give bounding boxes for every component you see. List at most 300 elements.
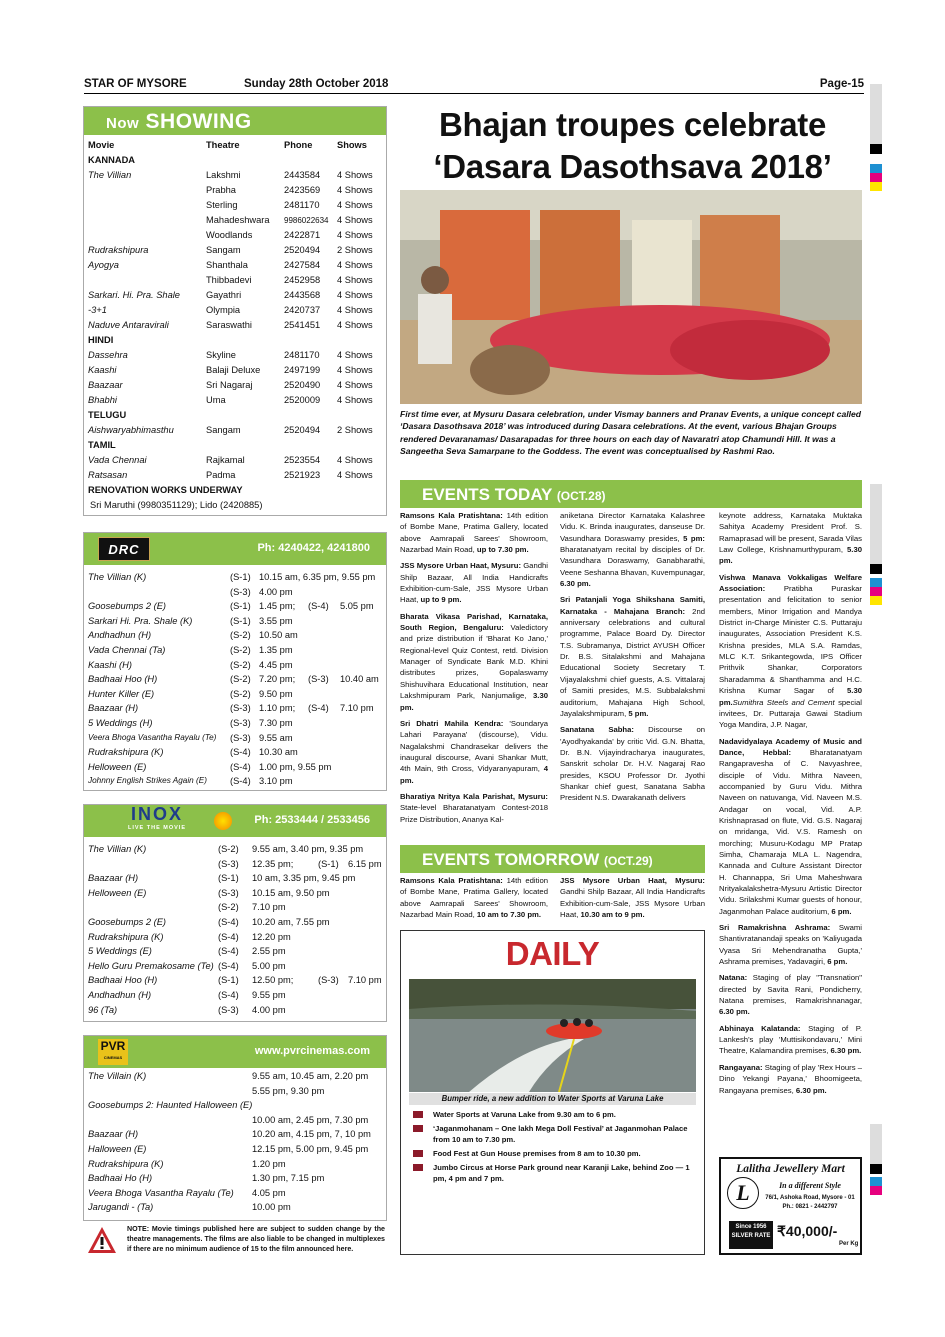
section-label: RENOVATION WORKS UNDERWAY <box>88 485 243 495</box>
drc-schedule <box>84 570 386 789</box>
schedule-row <box>84 871 386 886</box>
movie-name: Ayogya <box>88 260 119 270</box>
movie-name: Rudrakshipura (K) <box>88 931 164 942</box>
event-time: up to 7.30 pm. <box>476 545 529 555</box>
screen-label: (S-4) <box>230 776 251 787</box>
column-header: Theatre <box>206 140 240 150</box>
table-row <box>84 303 386 318</box>
event-org: Nadavidyalaya Academy of Music and Dance, Hebbal: <box>719 736 862 757</box>
screen-label: (S-1) <box>230 601 251 612</box>
pvr-logo-text: PVR <box>100 1039 126 1053</box>
movie-name: Helloween (E) <box>88 761 147 772</box>
show-times: 4.00 pm <box>252 1004 286 1015</box>
phone-number: 2520494 <box>284 425 321 435</box>
show-times: 1.30 pm, 7.15 pm <box>252 1173 325 1184</box>
screen-label: (S-2) <box>218 844 239 854</box>
paper-name: STAR OF MYSORE <box>84 78 187 90</box>
movie-name: Kaashi <box>88 365 117 375</box>
event-org: JSS Mysore Urban Haat, Mysuru: <box>560 876 705 885</box>
pvr-header <box>84 1036 386 1068</box>
screen-label: (S-3) <box>230 717 251 728</box>
event-sponsor: Sumithra Steels and Cement <box>732 697 835 707</box>
movie-name: Hello Guru Premakosame (Te) <box>88 960 214 971</box>
movie-name: Baazaar (H) <box>88 873 139 884</box>
timings-note <box>83 1224 387 1256</box>
show-times: 6.15 pm <box>348 858 382 869</box>
event-item <box>719 510 862 567</box>
event-desc: aniketana Director Karnataka Kalashree Vidu. K. Brinda inaugurates, danseuse Dr. Vasundhara Doraswamy presides, <box>560 511 705 543</box>
event-item <box>560 594 705 719</box>
event-item <box>560 510 705 589</box>
schedule-row <box>84 1098 386 1113</box>
phone-number: 2443584 <box>284 170 321 180</box>
event-org: Abhinaya Kalatanda: <box>719 1023 801 1033</box>
attraction-text: ‘Jaganmohanam – One lakh Mega Doll Festival’ at Jaganmohan Palace from 10 am to 7.30 pm. <box>433 1124 688 1144</box>
renovation-list: Sri Maruthi (9980351129); Lido (2420885) <box>90 500 263 510</box>
events-tomorrow-col1 <box>400 875 548 923</box>
schedule-row <box>84 1200 386 1215</box>
screen-label: (S-1) <box>230 615 251 626</box>
schedule-row <box>84 1157 386 1172</box>
show-times: 1.35 pm <box>259 644 293 655</box>
inox-logo-text: INOX <box>130 804 183 824</box>
show-times: 7.10 pm <box>348 975 382 986</box>
now-showing-table <box>84 138 386 498</box>
show-count: 4 Shows <box>337 395 373 405</box>
pvr-schedule <box>84 1069 386 1215</box>
table-row <box>84 378 386 393</box>
movie-name: Halloween (E) <box>88 1143 147 1154</box>
pvr-logo-sub: CINEMAS <box>103 1055 123 1060</box>
movie-name: The Villian (K) <box>88 844 147 854</box>
phone-number: 2443568 <box>284 290 321 300</box>
movie-name: The Villian (K) <box>88 572 147 582</box>
drc-logo-text: DRC <box>108 541 140 557</box>
movie-name: Goosebumps 2: Haunted Halloween (E) <box>88 1100 253 1111</box>
event-org: Bharata Vikasa Parishad, Karnataka, South Region, Bengaluru: <box>400 611 548 633</box>
show-count: 4 Shows <box>337 230 373 240</box>
column-header: Movie <box>88 140 115 150</box>
phone-number: 2481170 <box>284 200 320 210</box>
screen-label: (S-2) <box>230 644 251 655</box>
attraction-text: Food Fest at Gun House premises from 8 am to 10.30 pm. <box>433 1149 641 1158</box>
theatre-name: Lakshmi <box>206 170 241 180</box>
theatre-name: Sangam <box>206 245 241 255</box>
movie-name: Aishwaryabhimasthu <box>88 425 174 435</box>
show-times: 5.55 pm, 9.30 pm <box>252 1085 325 1096</box>
show-times: 2.55 pm <box>252 946 286 957</box>
photo-caption: First time ever, at Mysuru Dasara celebration, under Vismay banners and Pranav Events, a unique concept called ‘Dasara Dasothsava 2018’ was introduced during Dasara celebrations. At the event, various Bhajan Groups rendered Devaranamas/ Dasarapadas for three hours on each day of Navaratri atop Chamundi Hill. It was a Sangeetha Seva Samarpane to the Goddess. The event was conceptualised by Rashmi Rao. <box>400 409 862 457</box>
section-row <box>84 153 386 168</box>
event-desc: 'Soundarya Lahari Parayana' (discourse), Vidu. Nagalakshmi Chandrasekar delivers the inaugural discourse, Avani Shankar Mutt, 4th Main, 9th Cross, Vidyaranyapuram, <box>400 718 548 774</box>
events-tomorrow-bar <box>400 845 705 873</box>
events-today-col2 <box>560 510 705 840</box>
event-desc: 2nd anniversary celebrations and cultural programme, Palace Board Dy. Director T.S. Subramanya, District AYUSH Officer Dr. B.S. Sitalakshmi and Mahajana Educational Society Secretary T. Vijayalakshmi chief guests, A.S. Vittalaraj of Samiti presides, M.S. Subbalakshmi auditorium, Mahajana High School, Jayalakshmipuram, <box>560 606 705 718</box>
show-times: 1.20 pm <box>252 1158 286 1169</box>
theatre-name: Uma <box>206 395 226 405</box>
theatre-name: Balaji Deluxe <box>206 365 261 375</box>
show-count: 4 Shows <box>337 275 373 285</box>
inox-box <box>83 804 387 1022</box>
event-time: 10.30 am to 9 pm. <box>580 910 645 920</box>
movie-name: Sarkari Hi. Pra. Shale (K) <box>88 615 193 626</box>
movie-name: Hunter Killer (E) <box>88 688 155 699</box>
drc-phone: Ph: 4240422, 4241800 <box>257 542 370 554</box>
event-time: 10 am to 7.30 pm. <box>476 910 542 920</box>
theatre-name: Sterling <box>206 200 238 210</box>
show-times: 9.55 am <box>259 732 293 743</box>
event-org: Sanatana Sabha: <box>560 725 634 735</box>
event-item <box>719 736 862 918</box>
phone-number: 2420737 <box>284 305 321 315</box>
note-text: Movie timings published here are subject to sudden change by the theatre managements. The films are also liable to be changed in multiplexes if there are no minimum audience of 15 to the film announced here. <box>127 1225 385 1253</box>
schedule-row <box>84 628 386 643</box>
attraction-text: Jumbo Circus at Horse Park ground near Karanji Lake, behind Zoo — 1 pm, 4 pm and 7 pm. <box>433 1163 690 1183</box>
event-time: 4 pm. <box>400 764 548 785</box>
table-row <box>84 423 386 438</box>
bullet-icon <box>413 1150 423 1157</box>
movie-name: Sarkari. Hi. Pra. Shale <box>88 290 180 300</box>
section-row <box>84 483 386 498</box>
phone-number: 2481170 <box>284 350 320 360</box>
events-tomorrow-date: (OCT.29) <box>603 854 653 868</box>
show-times: 5.05 pm <box>340 601 374 612</box>
pvr-box <box>83 1035 387 1221</box>
screen-label: (S-4) <box>218 931 239 942</box>
show-times: 10.15 am, 6.35 pm, 9.55 pm <box>259 572 376 582</box>
show-times: 7.10 pm <box>252 902 286 913</box>
event-item <box>719 922 862 967</box>
movie-name: Andhadhun (H) <box>88 989 152 1000</box>
event-item <box>400 718 548 786</box>
schedule-row <box>84 614 386 629</box>
schedule-row <box>84 842 386 857</box>
ad-tagline: In a different Style <box>779 1181 841 1190</box>
screen-label: (S-4) <box>218 946 239 957</box>
show-times: 7.10 pm <box>340 703 374 714</box>
pvr-logo <box>98 1039 128 1065</box>
show-times: 10.00 am, 2.45 pm, 7.30 pm <box>252 1114 369 1125</box>
section-row <box>84 333 386 348</box>
attraction-text: Water Sports at Varuna Lake from 9.30 am to 6 pm. <box>433 1110 616 1119</box>
events-today-bar <box>400 480 862 508</box>
event-time: 5 pm. <box>628 708 649 718</box>
inox-header <box>84 805 386 837</box>
movie-name: Goosebumps 2 (E) <box>88 601 167 612</box>
screen-label: (S-4) <box>308 601 329 612</box>
show-count: 4 Shows <box>337 200 373 210</box>
screen-label: (S-3) <box>230 703 251 714</box>
movie-name: Vada Chennai (Ta) <box>88 644 166 655</box>
movie-name: Helloween (E) <box>88 887 147 898</box>
ad-address: 76/1, Ashoka Road, Mysore - 01 <box>765 1195 855 1201</box>
page-date: Sunday 28th October 2018 <box>244 78 389 90</box>
theatre-name: Sangam <box>206 425 241 435</box>
headline-line2: ‘Dasara Dasothsava 2018’ <box>433 148 832 185</box>
attraction-item <box>409 1123 696 1145</box>
show-times: 10.50 am <box>259 630 298 641</box>
table-row <box>84 468 386 483</box>
show-times: 12.20 pm <box>252 931 291 942</box>
show-count: 4 Shows <box>337 185 373 195</box>
inox-logo <box>100 804 214 833</box>
events-tomorrow-title: EVENTS TOMORROW <box>422 850 600 869</box>
theatre-name: Mahadeshwara <box>206 215 270 225</box>
show-count: 4 Shows <box>337 215 373 225</box>
daily-attractions-list <box>409 1109 696 1187</box>
screen-label: (S-2) <box>230 659 251 670</box>
event-desc: special invitees, Dr. Puttaraja Gawai Stadium Yoga Mandira, J.P. Nagar, <box>719 697 862 730</box>
ad-since: Since 1956 <box>735 1224 767 1230</box>
screen-label: (S-3) <box>218 1004 239 1015</box>
show-times: 4.00 pm <box>259 586 293 597</box>
screen-label: (S-4) <box>308 703 329 714</box>
theatre-name: Shanthala <box>206 260 248 270</box>
show-times: 9.55 am, 10.45 am, 2.20 pm <box>252 1071 369 1081</box>
show-times: 4.45 pm <box>259 659 293 670</box>
event-time: 5.30 pm. <box>719 686 862 707</box>
event-desc: Staging of play "Transnation" directed by Savita Rani, Pondicherry, Natana premises, Ramakrishnanagar, <box>719 973 862 1006</box>
phone-number: 2422871 <box>284 230 321 240</box>
bullet-icon <box>413 1111 423 1118</box>
movie-name: Rudrakshipura <box>88 245 149 255</box>
show-count: 4 Shows <box>337 290 373 300</box>
schedule-row <box>84 988 386 1003</box>
drc-box <box>83 532 387 791</box>
table-row <box>84 318 386 333</box>
show-times: 3.55 pm <box>259 615 293 626</box>
event-time: 5 pm: <box>683 533 705 543</box>
show-times: 12.15 pm, 5.00 pm, 9.45 pm <box>252 1143 369 1154</box>
movie-name: Goosebumps 2 (E) <box>88 916 167 927</box>
schedule-row <box>84 973 386 988</box>
show-times: 10.20 am, 4.15 pm, 7, 10 pm <box>252 1129 371 1140</box>
schedule-row <box>84 915 386 930</box>
daily-attractions-title: DAILY <box>505 935 600 972</box>
now-showing-title <box>84 107 386 135</box>
events-today-col1 <box>400 510 548 840</box>
show-times: 7.20 pm; <box>259 674 296 685</box>
event-item <box>400 510 548 555</box>
movie-name: Kaashi (H) <box>88 659 132 670</box>
theatre-name: Prabha <box>206 185 236 195</box>
section-label: TAMIL <box>88 440 116 450</box>
schedule-row <box>84 716 386 731</box>
schedule-row <box>84 599 386 614</box>
ad-since-badge <box>729 1221 773 1249</box>
ad-monogram-icon: L <box>727 1177 759 1209</box>
show-count: 4 Shows <box>337 350 373 360</box>
movie-name: Badhaai Ho (H) <box>88 1173 153 1184</box>
table-row <box>84 288 386 303</box>
event-desc: keynote address, Karnataka Muktaka Sahitya Academy President Prof. S. Ramaprasad will be present, Sarada Vilas Law College, Krishnamurthypuram, <box>719 511 862 555</box>
theatre-name: Skyline <box>206 350 236 360</box>
inox-schedule <box>84 842 386 1017</box>
schedule-row <box>84 930 386 945</box>
movie-name: Andhadhun (H) <box>88 630 152 641</box>
movie-name: Veera Bhoga Vasantha Rayalu (Te) <box>88 732 217 742</box>
event-org: Sri Patanjali Yoga Shikshana Samiti, Karnataka - Mahajana Branch: <box>560 595 705 616</box>
movie-name: 5 Weddings (H) <box>88 717 153 728</box>
show-times: 5.00 pm <box>252 960 286 971</box>
theatre-name: Gayathri <box>206 290 242 300</box>
phone-number: 2523554 <box>284 455 321 465</box>
attraction-item <box>409 1162 696 1184</box>
phone-number: 2520009 <box>284 395 321 405</box>
show-count: 4 Shows <box>337 470 373 480</box>
attraction-item <box>409 1109 696 1120</box>
schedule-row <box>84 1003 386 1018</box>
screen-label: (S-2) <box>230 630 251 641</box>
column-header: Phone <box>284 140 313 150</box>
show-times: 9.55 pm <box>252 989 286 1000</box>
headline <box>400 104 865 188</box>
movie-name: Baazaar (H) <box>88 703 139 714</box>
event-desc: Bharatanatyam Rangapravesha of C. Navyashree, disciple of Vidu. Mithra Naveen, accompanied by Guru Vidu. Mithra Naveen on natuvanga, Vid. Naveen M.S. Andagar on vocal, Vid. A.P. Krishnaprasad on flute, Vid. G.S. Nagaraj on mridanga, Vid. V.S. Ramesh on morching; Musuru-Kodagu MP Pratap Simha, Chamaraja MLA L. Nagendra, Kannada and Culture Assistant Director H. Channappa, Sri Uma Maheshwara Nrityakalakshetra-Mysuru Artistic Director Vidu. Srilakshmi Kumar guests of honour, Jaganmohan Palace auditorium, <box>719 747 862 916</box>
screen-label: (S-4) <box>218 960 239 971</box>
show-times: 10.00 pm <box>252 1202 291 1213</box>
table-row <box>84 183 386 198</box>
inox-phone: Ph: 2533444 / 2533456 <box>254 814 370 826</box>
event-org: Sri Ramakrishna Ashrama: <box>719 923 831 933</box>
schedule-row <box>84 1142 386 1157</box>
schedule-row <box>84 857 386 872</box>
schedule-row <box>84 774 386 789</box>
show-count: 4 Shows <box>337 455 373 465</box>
event-item <box>400 791 548 825</box>
show-times: 3.10 pm <box>259 776 293 787</box>
table-row <box>84 393 386 408</box>
events-today-title: EVENTS TODAY <box>422 485 553 504</box>
event-org: Ramsons Kala Pratishtana: <box>400 511 503 520</box>
show-times: 1.10 pm; <box>259 703 296 714</box>
section-label: TELUGU <box>88 410 127 420</box>
show-times: 10.15 am, 9.50 pm <box>252 887 330 898</box>
screen-label: (S-1) <box>230 572 251 582</box>
schedule-row <box>84 570 386 585</box>
table-row <box>84 363 386 378</box>
schedule-row <box>84 643 386 658</box>
table-row <box>84 213 386 228</box>
movie-name: Vada Chennai <box>88 455 147 465</box>
schedule-row <box>84 886 386 901</box>
phone-number: 2497199 <box>284 365 321 375</box>
schedule-row <box>84 1186 386 1201</box>
movie-name: Veera Bhoga Vasantha Rayalu (Te) <box>88 1187 234 1198</box>
event-desc: Staging of P. Lankesh's play 'Muttisikondavaru,' Mini Theatre, Kalamandira premises, <box>719 1023 862 1056</box>
event-item <box>719 1023 862 1057</box>
event-item <box>719 572 862 731</box>
table-row <box>84 243 386 258</box>
table-row <box>84 228 386 243</box>
now-showing-box <box>83 106 387 516</box>
phone-number: 2521923 <box>284 470 321 480</box>
screen-label: (S-3) <box>230 586 251 597</box>
show-times: 4.05 pm <box>252 1187 286 1198</box>
attraction-item <box>409 1148 696 1159</box>
movie-name: Badhaai Hoo (H) <box>88 975 158 986</box>
schedule-row <box>84 944 386 959</box>
event-org: Vishwa Manava Vokkaligas Welfare Association: <box>719 572 862 594</box>
event-desc: Gandhi Shilp Bazaar, All India Handicrafts Exhibition-cum-Sale, JSS Mysore Urban Haat, <box>400 561 548 605</box>
ad-rate-label: SILVER RATE <box>731 1233 771 1239</box>
section-row <box>84 408 386 423</box>
show-times: 10.40 am <box>340 674 379 685</box>
bhajan-photo <box>400 190 862 404</box>
event-org: Bharatiya Nritya Kala Parishat, Mysuru: <box>400 791 548 801</box>
note-label: NOTE: <box>127 1225 150 1233</box>
schedule-row <box>84 672 386 687</box>
event-item <box>719 972 862 1017</box>
show-times: 10.20 am, 7.55 pm <box>252 916 330 927</box>
movie-name: Ratsasan <box>88 470 128 480</box>
schedule-row <box>84 1113 386 1128</box>
movie-name: Jarugandi - (Ta) <box>88 1202 154 1213</box>
ad-price: ₹40,000/- <box>777 1223 838 1239</box>
theatre-name: Olympia <box>206 305 241 315</box>
movie-name: Badhaai Hoo (H) <box>88 674 158 685</box>
event-time: 6 pm. <box>827 957 848 967</box>
screen-label: (S-3) <box>218 887 239 898</box>
pvr-url[interactable]: www.pvrcinemas.com <box>254 1045 370 1057</box>
movie-name: Bhabhi <box>88 395 117 405</box>
event-org: Ramsons Kala Pratishtana: <box>400 876 503 885</box>
page-header <box>84 78 864 94</box>
theatre-name: Woodlands <box>206 230 253 240</box>
event-desc: Valedictory and prize distribution if 'Bharat Ko Jano,' Regional-level Quiz Contest, retd. Division Manager of Syndicate Bank M.D. Khini distributes prizes, Gopalaswamy Shishuvihara Educational Institution, near Lakshmipuram Park, Nanjumalige, <box>400 623 548 701</box>
show-times: 9.50 pm <box>259 688 293 699</box>
show-count: 4 Shows <box>337 365 373 375</box>
schedule-row <box>84 900 386 915</box>
schedule-row <box>84 687 386 702</box>
show-times: 12.35 pm; <box>252 858 294 869</box>
theatre-name: Thibbadevi <box>206 275 252 285</box>
print-registration-marks <box>870 84 882 1194</box>
drc-logo <box>98 537 150 561</box>
show-times: 7.30 pm <box>259 717 293 728</box>
schedule-row <box>84 745 386 760</box>
movie-name: Naduve Antaravirali <box>88 320 169 330</box>
show-times: 1.00 pm, 9.55 pm <box>259 761 332 772</box>
daily-photo-caption: Bumper ride, a new addition to Water Sports at Varuna Lake <box>409 1093 696 1105</box>
show-count: 4 Shows <box>337 380 373 390</box>
event-item <box>400 611 548 713</box>
event-desc: 14th edition of Bombe Mane, Pratima Gallery, located above Aamrapali Sarees' Showroom, Nazarbad Main Road, <box>400 511 548 555</box>
schedule-row <box>84 1084 386 1099</box>
title-showing: SHOWING <box>145 110 252 133</box>
ad-unit: Per Kg <box>839 1241 859 1247</box>
schedule-row <box>84 585 386 600</box>
show-times: 10.30 am <box>259 747 298 758</box>
event-desc: Swami Shantivratanandaji speaks on 'Kaliyugada Vyasa Sri Mehendranatha Gupta,' Ashrama premises, Yadavagiri, <box>719 923 862 967</box>
schedule-row <box>84 731 386 746</box>
event-desc: Staging of play 'Rex Hours – Dino Yekangi Payana,' Bhoomigeeta, Rangayana premises, <box>719 1062 862 1095</box>
movie-name: -3+1 <box>88 305 107 315</box>
event-time: 6 pm. <box>831 906 852 916</box>
inox-tagline: LIVE THE MOVIE <box>127 825 186 831</box>
screen-label: (S-4) <box>218 989 239 1000</box>
event-org: Sri Dhatri Mahila Kendra: <box>400 718 504 728</box>
schedule-row <box>84 658 386 673</box>
phone-number: 2423569 <box>284 185 321 195</box>
event-time: 6.30 pm. <box>830 1046 862 1056</box>
theatre-name: Sri Nagaraj <box>206 380 253 390</box>
screen-label: (S-4) <box>230 747 251 758</box>
jewellery-ad[interactable] <box>719 1157 862 1255</box>
water-sports-photo <box>409 979 696 1092</box>
schedule-row <box>84 760 386 775</box>
section-label: HINDI <box>88 335 114 345</box>
